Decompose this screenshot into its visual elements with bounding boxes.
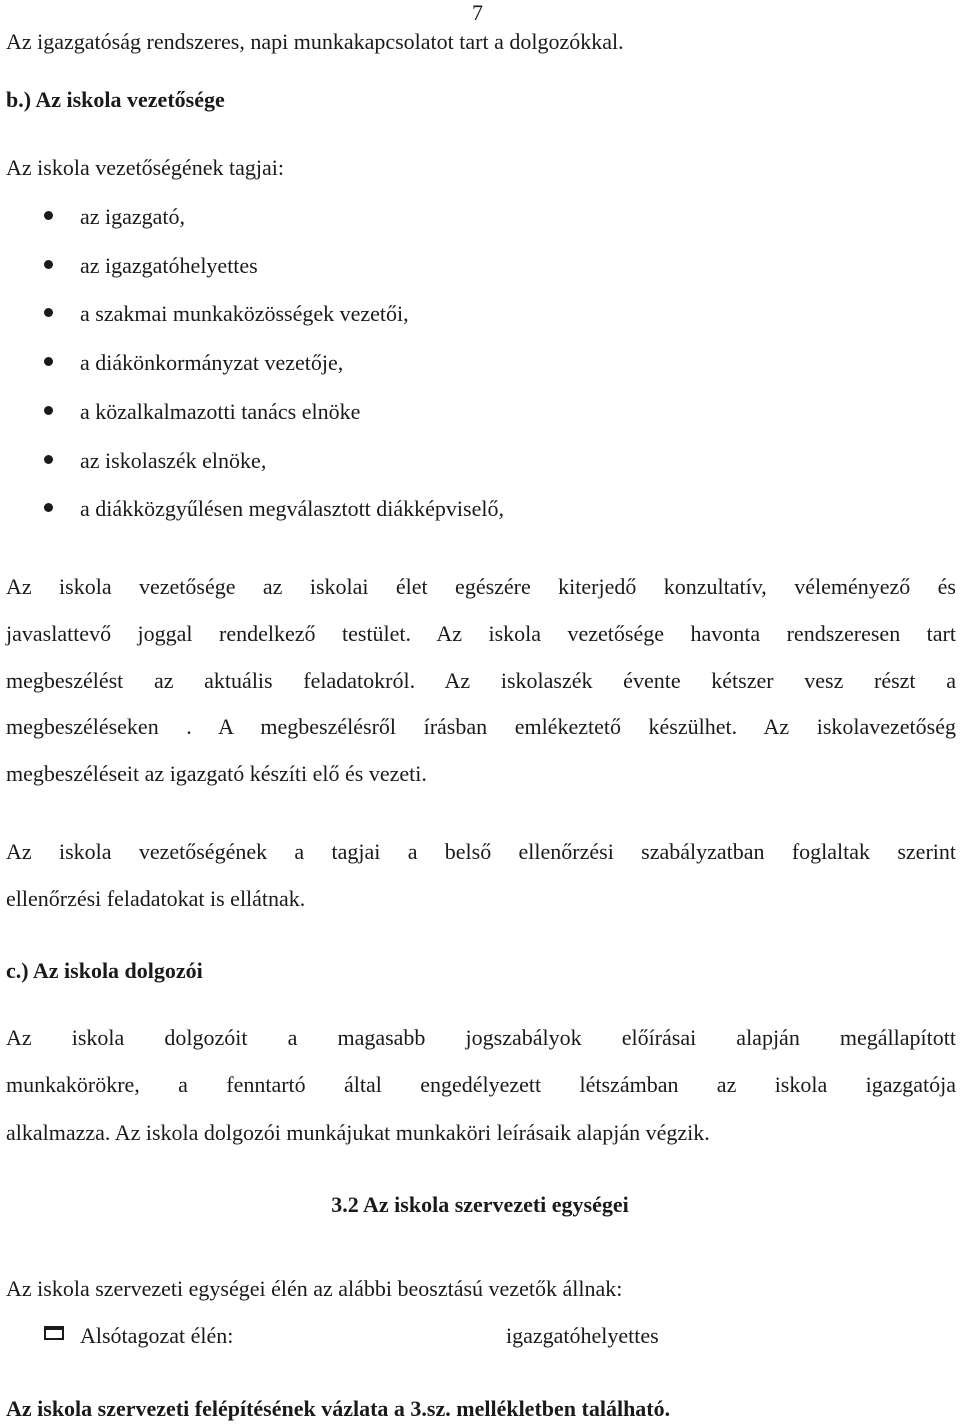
list-item: a szakmai munkaközösségek vezetői,: [80, 301, 409, 326]
paragraph-line: ellenőrzési feladatokat is ellátnak.: [6, 886, 306, 911]
bullet-icon: [44, 308, 53, 317]
intro-line: Az igazgatóság rendszeres, napi munkakapcsolatot tart a dolgozókkal.: [6, 29, 624, 54]
paragraph-line: munkakörökre, a fenntartó által engedélyezett létszámban az iskola igazgatója: [6, 1072, 956, 1097]
units-intro: Az iskola szervezeti egységei élén az alábbi beosztású vezetők állnak:: [6, 1276, 623, 1301]
section-3-2-heading: 3.2 Az iskola szervezeti egységei: [331, 1192, 629, 1217]
list-item: a diákközgyűlésen megválasztott diákképviselő,: [80, 496, 504, 521]
bullet-icon: [44, 357, 53, 366]
bullet-icon: [44, 211, 53, 220]
bullet-icon: [44, 503, 53, 512]
bullet-icon: [44, 260, 53, 269]
section-c-heading: c.) Az iskola dolgozói: [6, 958, 203, 983]
paragraph-line: megbeszéléseit az igazgató készíti elő és vezeti.: [6, 761, 427, 786]
list-item: az iskolaszék elnöke,: [80, 448, 267, 473]
members-intro: Az iskola vezetőségének tagjai:: [6, 155, 284, 180]
paragraph-line: megbeszéléseken . A megbeszélésről írásban emlékeztető készülhet. Az iskolavezetőség: [6, 714, 956, 739]
checkbox-icon: [44, 1326, 64, 1340]
paragraph-line: Az iskola vezetősége az iskolai élet egészére kiterjedő konzultatív, véleményező és: [6, 574, 956, 599]
bullet-icon: [44, 455, 53, 464]
paragraph-line: alkalmazza. Az iskola dolgozói munkájukat munkaköri leírásaik alapján végzik.: [6, 1120, 710, 1145]
section-b-heading: b.) Az iskola vezetősége: [6, 87, 225, 112]
paragraph-line: javaslattevő joggal rendelkező testület. Az iskola vezetősége havonta rendszeresen tart: [6, 621, 956, 646]
unit-value: igazgatóhelyettes: [506, 1323, 659, 1348]
unit-label: Alsótagozat élén:: [80, 1323, 234, 1348]
bullet-icon: [44, 406, 53, 415]
paragraph-line: Az iskola vezetőségének a tagjai a belső ellenőrzési szabályzatban foglaltak szerint: [6, 839, 956, 864]
list-item: a közalkalmazotti tanács elnöke: [80, 399, 361, 424]
list-item: a diákönkormányzat vezetője,: [80, 350, 344, 375]
page-number: 7: [472, 0, 483, 25]
closing-note: Az iskola szervezeti felépítésének vázlata a 3.sz. mellékletben található.: [6, 1396, 671, 1421]
list-item: az igazgatóhelyettes: [80, 253, 258, 278]
paragraph-line: megbeszélést az aktuális feladatokról. Az iskolaszék évente kétszer vesz részt a: [6, 668, 956, 693]
paragraph-line: Az iskola dolgozóit a magasabb jogszabályok előírásai alapján megállapított: [6, 1025, 956, 1050]
list-item: az igazgató,: [80, 204, 186, 229]
